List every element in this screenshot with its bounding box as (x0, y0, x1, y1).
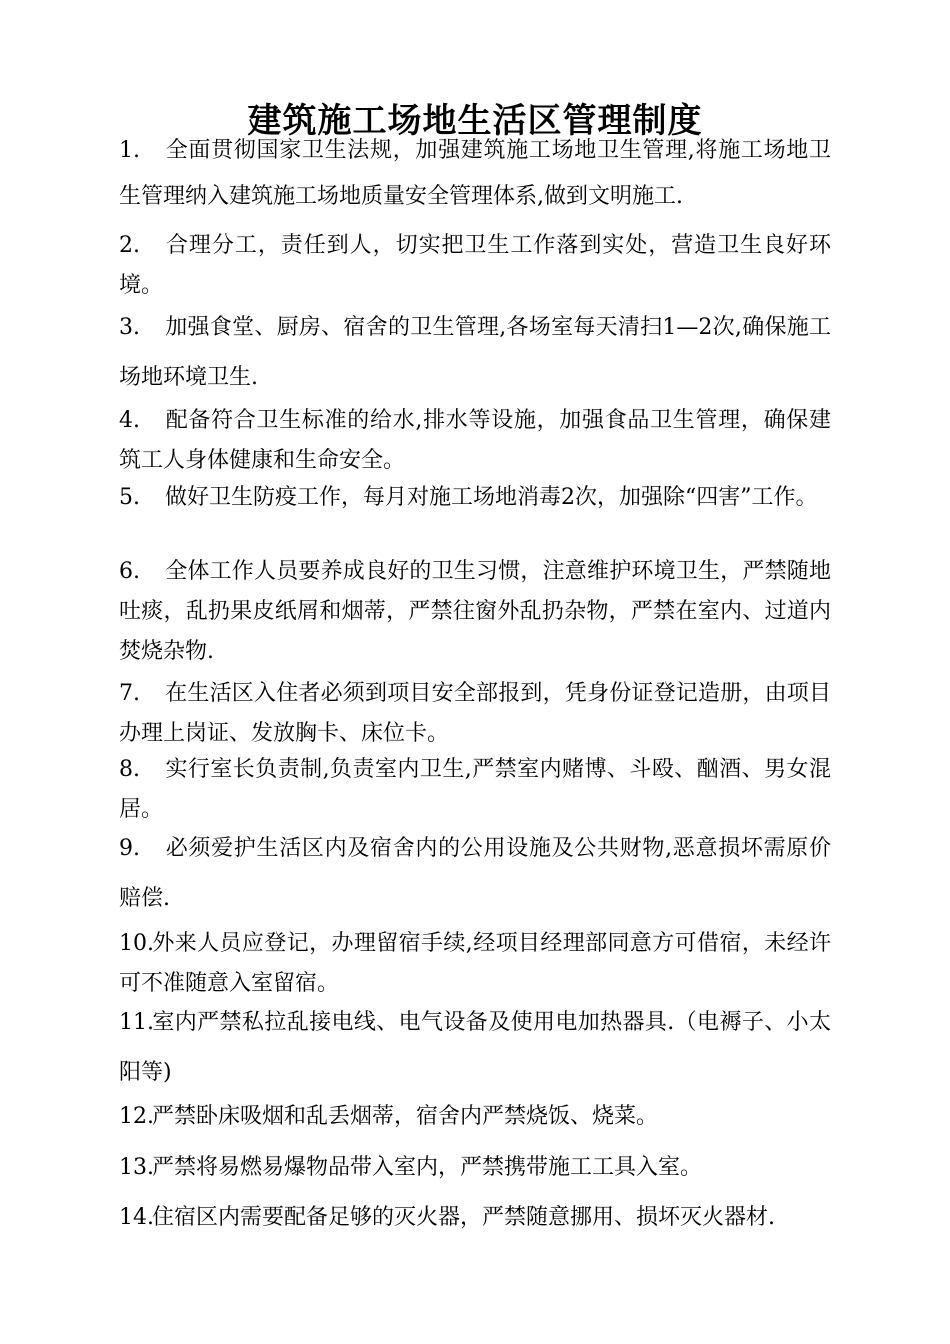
rule-number: 4. (119, 408, 140, 433)
rule-number: 13. (119, 1155, 154, 1180)
rule-number: 3. (119, 315, 140, 340)
rule-number: 5. (119, 485, 140, 510)
rule-item-1 (119, 128, 831, 220)
rule-item-5 (119, 478, 831, 518)
document-title: 建筑施工场地生活区管理制度 (247, 100, 703, 141)
rule-item-4 (119, 401, 831, 481)
rule-item-13 (119, 1148, 831, 1188)
rule-text: 严禁卧床吸烟和乱丢烟蒂，宿舍内严禁烧饭、烧菜。 (152, 1104, 659, 1129)
rule-number: 1. (119, 138, 140, 163)
rule-text: 全面贯彻国家卫生法规，加强建筑施工场地卫生管理,将施工场地卫生管理纳入建筑施工场地质量安全管理体系,做到文明施工. (119, 138, 831, 209)
rule-number: 9. (119, 836, 140, 861)
rule-text: 住宿区内需要配备足够的灭火器，严禁随意挪用、损坏灭火器材. (152, 1205, 775, 1230)
rule-number: 12. (119, 1104, 154, 1129)
rule-text: 配备符合卫生标准的给水,排水等设施，加强食品卫生管理，确保建筑工人身体健康和生命安全。 (119, 408, 831, 473)
rule-number: 10. (119, 931, 154, 956)
rule-number: 11. (119, 1010, 154, 1035)
rule-item-6 (119, 552, 831, 672)
rule-text: 外来人员应登记，办理留宿手续,经项目经理部同意方可借宿，未经许可不准随意入室留宿。 (119, 931, 831, 996)
rule-text: 严禁将易燃易爆物品带入室内，严禁携带施工工具入室。 (152, 1155, 703, 1180)
rule-item-12 (119, 1097, 831, 1137)
rule-item-7 (119, 674, 831, 754)
rule-number: 6. (119, 559, 140, 584)
rule-number: 8. (119, 757, 140, 782)
rule-text: 合理分工，责任到人，切实把卫生工作落到实处，营造卫生良好环境。 (119, 233, 831, 298)
rule-number: 2. (119, 233, 140, 258)
rule-item-10 (119, 924, 831, 1004)
rule-item-11 (119, 998, 831, 1098)
rule-item-3 (119, 303, 831, 403)
rule-text: 全体工作人员要养成良好的卫生习惯，注意维护环境卫生，严禁随地吐痰，乱扔果皮纸屑和烟蒂，严禁往窗外乱扔杂物，严禁在室内、过道内焚烧杂物. (119, 559, 831, 664)
rule-text: 在生活区入住者必须到项目安全部报到，凭身份证登记造册，由项目办理上岗证、发放胸卡、床位卡。 (119, 681, 831, 746)
rule-item-2 (119, 226, 831, 306)
rule-item-9 (119, 824, 831, 924)
rule-text: 室内严禁私拉乱接电线、电气设备及使用电加热器具.（电褥子、小太阳等) (119, 1010, 831, 1085)
rule-text: 做好卫生防疫工作，每月对施工场地消毒2次，加强除“四害”工作。 (165, 485, 818, 510)
rule-text: 实行室长负责制,负责室内卫生,严禁室内赌博、斗殴、酗酒、男女混居。 (119, 757, 831, 822)
rule-item-14 (119, 1198, 831, 1238)
rule-text: 必须爱护生活区内及宿舍内的公用设施及公共财物,恶意损坏需原价赔偿. (119, 836, 831, 911)
rule-number: 7. (119, 681, 140, 706)
rule-item-8 (119, 750, 831, 830)
rule-number: 14. (119, 1205, 154, 1230)
rule-text: 加强食堂、厨房、宿舍的卫生管理,各场室每天清扫1—2次,确保施工场地环境卫生. (119, 315, 831, 390)
